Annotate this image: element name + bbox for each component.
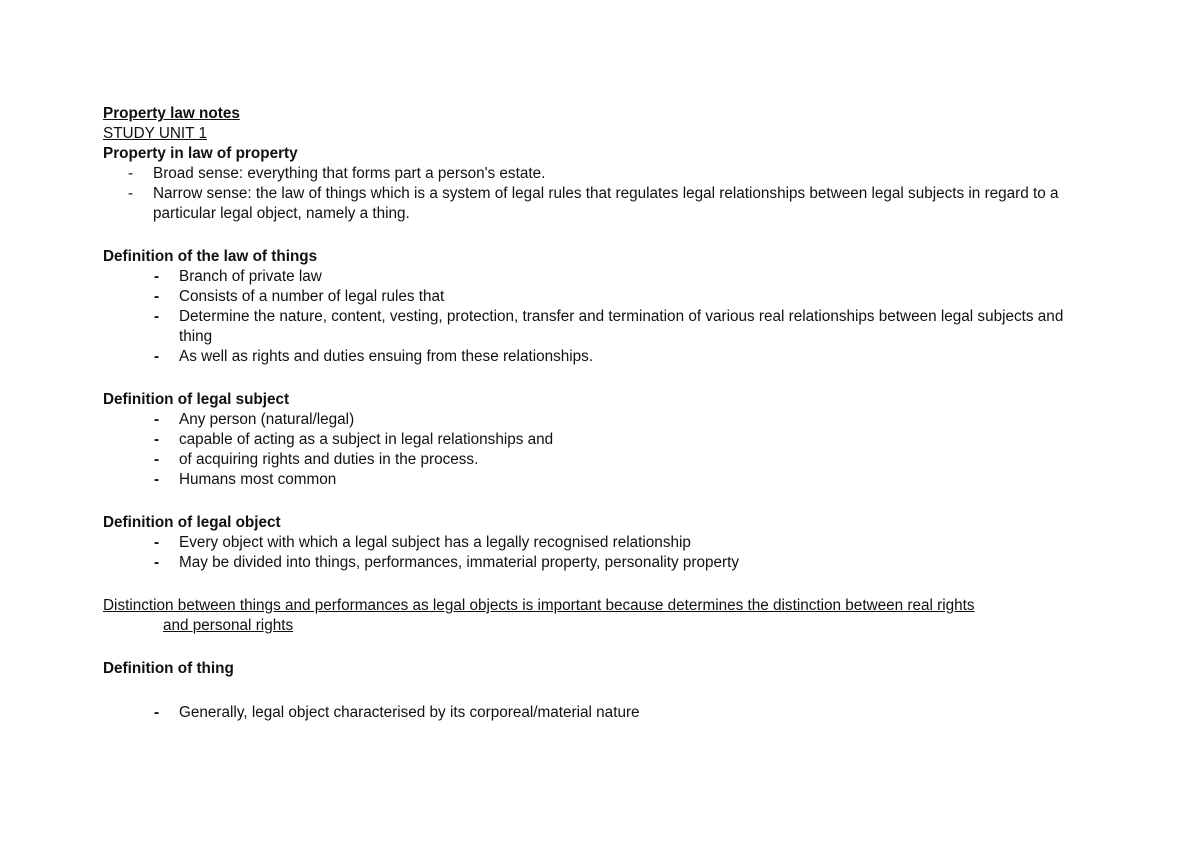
list-item (103, 470, 1093, 490)
thing-list (103, 703, 1093, 723)
section-heading-legal-subject: Definition of legal subject (103, 391, 290, 408)
section-heading-law-of-things: Definition of the law of things (103, 248, 318, 265)
section-legal-object (103, 513, 1093, 573)
list-item-text: Branch of private law (179, 268, 322, 285)
list-item (103, 347, 1093, 367)
list-item-text: Every object with which a legal subject has a legally recognised relationship (179, 534, 691, 551)
list-item-text: Humans most common (179, 471, 337, 488)
legal-subject-list (103, 410, 1093, 490)
list-item (103, 184, 1093, 224)
list-item (103, 703, 1093, 723)
spacer (103, 573, 1093, 596)
distinction-line-2: and personal rights (163, 617, 294, 634)
spacer (103, 636, 1093, 659)
dash-bullet: - (154, 554, 160, 571)
list-item-text: capable of acting as a subject in legal relationships and (179, 431, 554, 448)
section-thing (103, 659, 1093, 723)
list-item (103, 533, 1093, 553)
dash-bullet: - (154, 308, 160, 325)
list-item (103, 410, 1093, 430)
list-item (103, 553, 1093, 573)
list-item-text: Any person (natural/legal) (179, 411, 355, 428)
distinction-note (103, 596, 1093, 636)
document-title: Property law notes (103, 105, 240, 122)
list-item (103, 307, 1093, 347)
list-item (103, 430, 1093, 450)
list-item-text: Determine the nature, content, vesting, protection, transfer and termination of various real relationships between legal subjects and thing (179, 308, 1064, 345)
dash-bullet: - (154, 288, 160, 305)
list-item-text: of acquiring rights and duties in the process. (179, 451, 479, 468)
dash-bullet: - (154, 411, 160, 428)
dash-bullet: - (154, 348, 160, 365)
spacer (103, 679, 1093, 703)
dash-bullet: - (154, 704, 160, 721)
section-heading-legal-object: Definition of legal object (103, 514, 281, 531)
property-list (103, 164, 1093, 224)
list-item-text: Narrow sense: the law of things which is a system of legal rules that regulates legal relationships between legal subjects in regard to a particular legal object, namely a thing. (153, 185, 1059, 222)
section-law-of-things (103, 247, 1093, 367)
dash-bullet: - (128, 165, 134, 182)
document-page (103, 104, 1093, 723)
list-item (103, 450, 1093, 470)
dash-bullet: - (154, 471, 160, 488)
section-legal-subject (103, 390, 1093, 490)
list-item-text: As well as rights and duties ensuing from these relationships. (179, 348, 594, 365)
dash-bullet: - (154, 451, 160, 468)
list-item (103, 267, 1093, 287)
dash-bullet: - (154, 268, 160, 285)
distinction-line-1: Distinction between things and performances as legal objects is important because determines the distinction between real rights (103, 597, 975, 614)
spacer (103, 490, 1093, 513)
list-item-text: Broad sense: everything that forms part a person's estate. (153, 165, 546, 182)
list-item-text: May be divided into things, performances, immaterial property, personality property (179, 554, 740, 571)
law-of-things-list (103, 267, 1093, 367)
legal-object-list (103, 533, 1093, 573)
section-property (103, 144, 1093, 224)
dash-bullet: - (154, 534, 160, 551)
study-unit-label: STUDY UNIT 1 (103, 125, 207, 142)
list-item-text: Consists of a number of legal rules that (179, 288, 445, 305)
list-item (103, 164, 1093, 184)
spacer (103, 367, 1093, 390)
list-item (103, 287, 1093, 307)
dash-bullet: - (154, 431, 160, 448)
section-heading-property: Property in law of property (103, 145, 298, 162)
list-item-text: Generally, legal object characterised by its corporeal/material nature (179, 704, 640, 721)
spacer (103, 224, 1093, 247)
section-heading-thing: Definition of thing (103, 660, 234, 677)
dash-bullet: - (128, 185, 134, 202)
